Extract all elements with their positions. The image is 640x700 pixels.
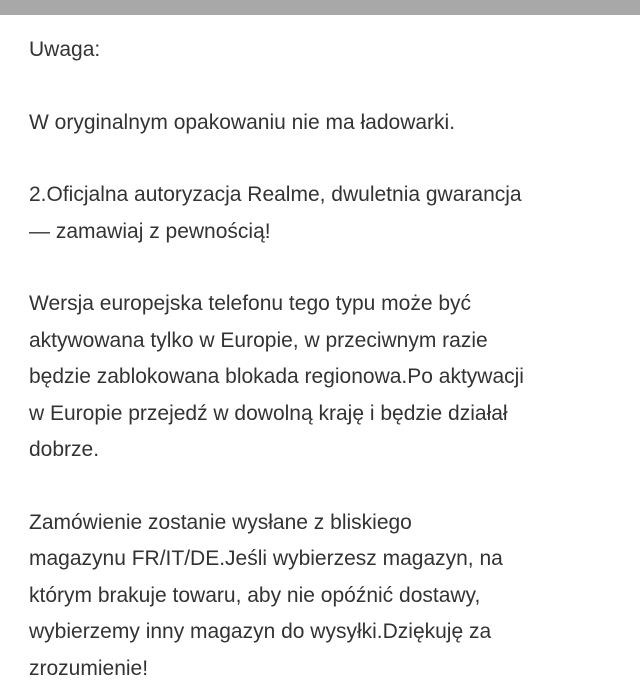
notice-paragraph-region-lock: Wersja europejska telefonu tego typu może być aktywowana tylko w Europie, w przeciwnym razie będzie zablokowana blokada regionowa.Po aktywacji w Europie przejedź w dowolną kraję i będzie działał dobrze. — [29, 292, 524, 461]
notice-paragraph-charger: W oryginalnym opakowaniu nie ma ładowarki. — [29, 110, 456, 134]
notice-paragraph-warranty: 2.Oficjalna autoryzacja Realme, dwuletnia gwarancja — zamawiaj z pewnością! — [29, 183, 522, 243]
top-divider-bar — [0, 0, 640, 15]
notice-content — [29, 32, 619, 687]
notice-heading: Uwaga: — [29, 38, 101, 61]
notice-paragraph-shipping: Zamówienie zostanie wysłane z bliskiego magazynu FR/IT/DE.Jeśli wybierzesz magazyn, na którym brakuje towaru, aby nie opóźnić dostawy, wybierzemy inny magazyn do wysyłki.Dziękuję za zrozumienie! — [29, 510, 503, 680]
